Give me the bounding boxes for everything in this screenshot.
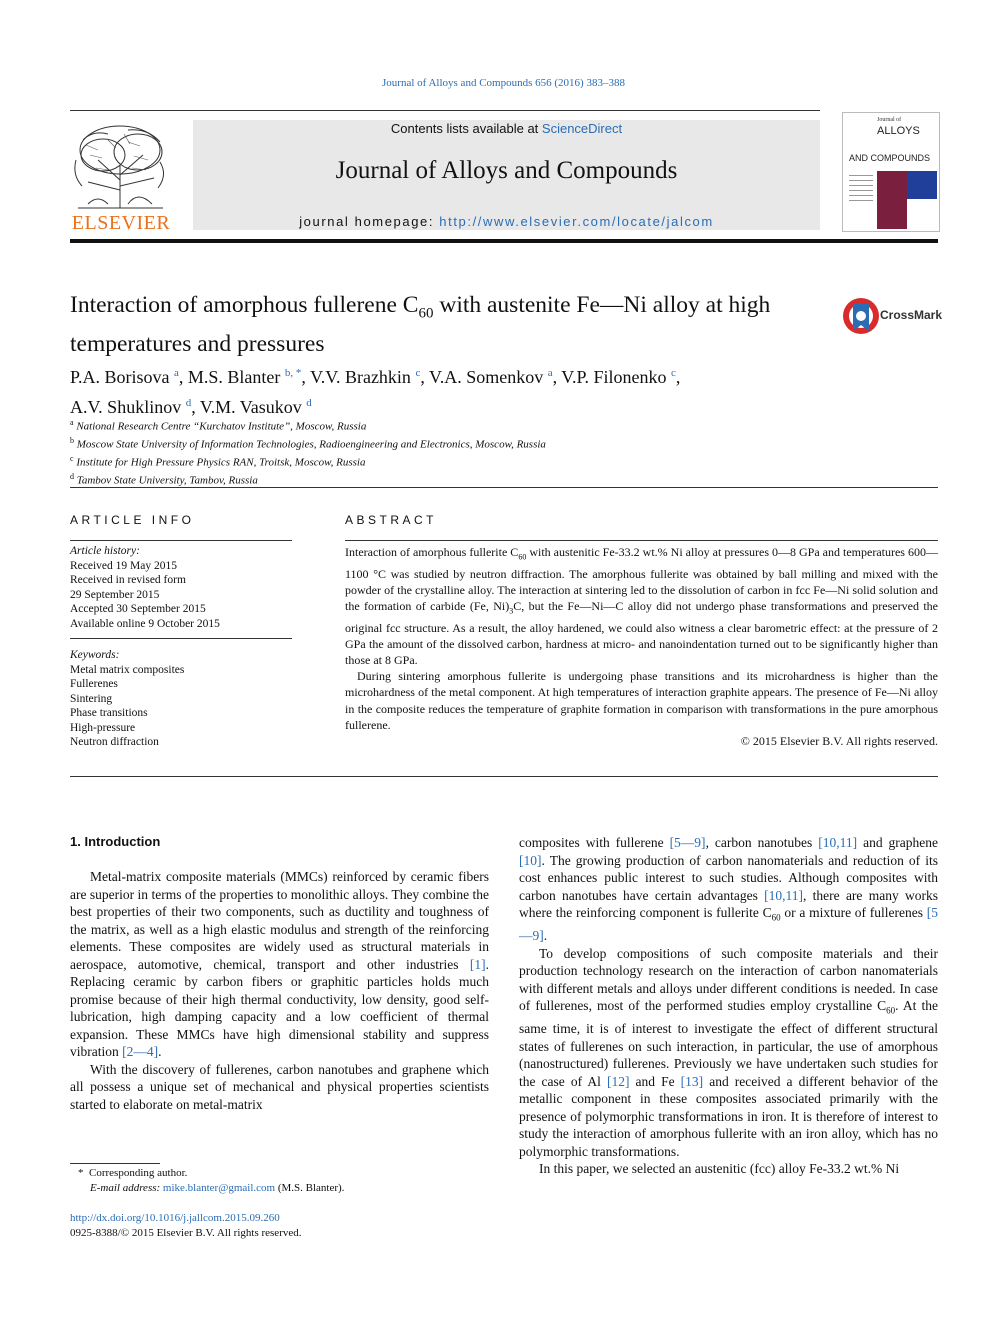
affiliation-d: $^d$ Tambov State University, Tambov, Russia — [70, 472, 258, 488]
keywords-rule — [70, 638, 292, 639]
keywords-label: Keywords: — [70, 649, 120, 661]
intro-paragraph-5: In this paper, we selected an austenitic (fcc) alloy Fe-33.2 wt.% Ni — [539, 1161, 900, 1177]
citation-link[interactable]: [1] — [469, 956, 486, 972]
contents-line — [193, 121, 820, 136]
citation-link[interactable]: [10,11] — [818, 835, 858, 850]
cover-journal-of: Journal of — [877, 117, 902, 123]
abstract-paragraph-2: During sintering amorphous fullerite is undergoing phase transitions and its microhardness is higher than the microhardness of the metal component. At high temperatures of interaction graphite appears. The presence of Fe—Ni alloy in the composite reduces the temperature of graphite formation in comparison with transformations in the pure amorphous fullerene. — [345, 669, 938, 732]
citation-link[interactable]: [10] — [519, 852, 542, 868]
history-revised: Received in revised form — [70, 574, 186, 586]
history-online: Available online 9 October 2015 — [70, 617, 220, 630]
header-rule — [70, 110, 820, 111]
intro-paragraph-4: To develop compositions of such composite materials and their production technology research on the interaction of carbon nanomaterials with different metals and alloys under different conditions is needed. In case of fullerenes, most of the performed studies employ crystalline $C_{60}$. At the same time, it is of interest to investigate the effect of different structural states of fullerenes on such interaction, in particular, the use of amorphous (nanostructured) fullerenes. Previously we have undertaken such studies for the case of Al [12] and Fe [13] and received a different behavior of the metallic component in these composites associated primarily with the presence of polymorphic transformations in iron. It is therefore of interest to study the interaction of amorphous fullerite with an iron alloy, which has no polymorphic transformations. — [519, 945, 938, 1159]
corresponding-author-note — [78, 1166, 498, 1196]
citation-link[interactable]: [2—4] — [122, 1044, 159, 1059]
author-7[interactable]: V.M. Vasukov $^d$ — [199, 397, 312, 417]
title-subscript: 60 — [418, 305, 434, 322]
cover-alloys: ALLOYS — [877, 125, 920, 137]
email-label: E-mail address: — [90, 1182, 163, 1194]
crossmark-label: CrossMark — [880, 308, 943, 322]
journal-title: Journal of Alloys and Compounds — [335, 157, 678, 184]
homepage-prefix: journal homepage: — [299, 214, 440, 229]
keyword-item: High-pressure — [70, 721, 136, 734]
introduction-heading: 1. Introduction — [70, 834, 161, 849]
article-title — [70, 290, 830, 359]
title-part-1: Interaction of amorphous fullerene C — [70, 292, 419, 318]
intro-paragraph-3: composites with fullerene [5—9], carbon nanotubes [10,11] and graphene [10]. The growing production of carbon nanomaterials and reduction of its cost enhances public interest to such studies. Although composites with carbon nanotubes have certain advantages [10,11], there are many works where the reinforcing component is fullerite $C_{60}$ or a mixture of fullerenes [5—9]. — [519, 835, 939, 944]
keyword-item: Sintering — [70, 692, 113, 705]
author-6[interactable]: A.V. Shuklinov $^d$ — [70, 397, 192, 417]
abstract-paragraph-1: Interaction of amorphous fullerite $C_{60}$ with austenitic Fe-33.2 wt.% Ni alloy at pressures 0—8 GPa and temperatures 600—1100 °C was studied by neutron diffraction. The amorphous fullerite was obtained by ball milling and mixed with the powder of the crystalline alloy. The interaction at sintering led to the dissolution of carbon in fcc Fe—Ni solid solution and the formation of carbide (Fe, $Ni)_3C$, but the Fe—Ni—C alloy did not undergo phase transformations and preserved the original fcc structure. As a result, the alloy hardened, we could also witness a clear barometric effect: at the pressure of 2 GPa the amount of the dissolved carbon, hardness at micro- and nanoindentation turned out to be significantly higher than those at 8 GPa. — [345, 545, 938, 667]
keywords — [70, 648, 292, 750]
author-3[interactable]: V.V. Brazhkin $^c$ — [310, 367, 421, 387]
crossmark-badge[interactable] — [842, 297, 943, 337]
abstract-copyright: © 2015 Elsevier B.V. All rights reserved. — [740, 734, 938, 749]
keyword-item: Metal matrix composites — [70, 663, 185, 676]
abstract-bottom-rule — [70, 776, 938, 777]
issn-copyright: 0925-8388/© 2015 Elsevier B.V. All rights reserved. — [70, 1227, 302, 1239]
affiliation-b: $^b$ Moscow State University of Information Technologies, Radioengineering and Electronics, Moscow, Russia — [70, 436, 546, 451]
history-received: Received 19 May 2015 — [70, 559, 177, 572]
author-2[interactable]: M.S. Blanter $^{b, *}$ — [187, 367, 302, 387]
intro-right-column — [519, 834, 938, 1178]
cover-block-maroon-lower — [877, 199, 907, 229]
author-4[interactable]: V.A. Somenkov $^a$ — [429, 367, 553, 387]
journal-homepage — [193, 214, 820, 229]
doi-block — [70, 1211, 490, 1241]
author-5[interactable]: V.P. Filonenko $^c$ — [561, 367, 676, 387]
cover-text-lines — [849, 171, 873, 226]
citation-link[interactable]: [12] — [606, 1073, 630, 1089]
abstract-rule — [345, 540, 938, 541]
crossmark-icon — [842, 297, 880, 335]
header-thick-rule — [70, 239, 938, 243]
divider-rule — [70, 487, 938, 488]
intro-paragraph-2: With the discovery of fullerenes, carbon nanotubes and graphene which all possess a unique set of mechanical and physical properties scientists started to elaborate on metal-matrix — [70, 1061, 489, 1112]
cover-block-blue — [907, 171, 937, 199]
abstract-body — [345, 544, 938, 749]
citation-link[interactable]: [13] — [680, 1073, 704, 1089]
title-part-2: with austenite Fe—Ni alloy at high temperatures and pressures — [70, 292, 771, 357]
author-1[interactable]: P.A. Borisova $^a$ — [70, 367, 179, 387]
article-info-rule — [70, 540, 292, 541]
intro-left-column — [70, 868, 489, 1113]
article-info-heading: ARTICLE INFO — [70, 513, 195, 527]
elsevier-wordmark: ELSEVIER — [71, 212, 171, 234]
citation-link[interactable]: [5—9] — [519, 905, 938, 944]
journal-cover-thumbnail[interactable] — [842, 112, 940, 232]
citation-link[interactable]: [5—9] — [669, 835, 706, 850]
cover-block-maroon — [877, 171, 907, 199]
history-label: Article history: — [70, 545, 140, 557]
affiliation-list — [70, 416, 890, 489]
history-accepted: Accepted 30 September 2015 — [70, 603, 206, 615]
corresponding-label: Corresponding author. — [89, 1167, 188, 1179]
citation-link[interactable]: [10,11] — [764, 887, 803, 903]
footnote-star: * — [78, 1167, 84, 1179]
journal-reference[interactable]: Journal of Alloys and Compounds 656 (2016) 383–388 — [382, 77, 625, 89]
contents-prefix: Contents lists available at — [390, 121, 542, 136]
author-list: P.A. Borisova $^a$, M.S. Blanter $^{b, *}$, V.V. Brazhkin $^c$, V.A. Somenkov $^a$, V.P. Filonenko $^c$, A.V. Shuklinov $^d$, V.M. Vasukov $^d$ — [70, 367, 681, 417]
doi-link[interactable]: http://dx.doi.org/10.1016/j.jallcom.2015.09.260 — [70, 1212, 280, 1224]
sciencedirect-link[interactable]: ScienceDirect — [541, 121, 623, 136]
intro-paragraph-1: Metal-matrix composite materials (MMCs) reinforced by ceramic fibers are superior in terms of the properties to monolithic alloys. They combine the best properties of their two components, such as ductility and toughness of the matrix, as well as a high elastic modulus and strength of the reinforcing elements. These composites are widely used as structural materials in aerospace, automotive, chemical, transport and other industries [1]. Replacing ceramic by carbon fibers or graphitic particles holds much promise because of their high thermal conductivity, low density, good self-lubrication, high damping capacity and a low coefficient of thermal expansion. These MMCs have high dimensional stability and suppress vibration [2—4]. — [70, 869, 489, 1059]
keyword-item: Fullerenes — [70, 678, 118, 690]
affiliation-c: $^c$ Institute for High Pressure Physics RAN, Troitsk, Moscow, Russia — [70, 454, 366, 469]
abstract-heading: ABSTRACT — [345, 513, 438, 527]
homepage-link[interactable]: http://www.elsevier.com/locate/jalcom — [439, 214, 714, 229]
footnote-rule — [70, 1163, 160, 1164]
article-history — [70, 544, 292, 631]
keyword-item: Phase transitions — [70, 707, 148, 719]
cover-and-compounds: AND COMPOUNDS — [849, 153, 931, 163]
keyword-item: Neutron diffraction — [70, 736, 159, 748]
history-revised-date: 29 September 2015 — [70, 588, 160, 601]
email-suffix: (M.S. Blanter). — [275, 1182, 345, 1194]
affiliation-a: $^a$ National Research Centre “Kurchatov Institute”, Moscow, Russia — [70, 418, 367, 433]
email-link[interactable]: mike.blanter@gmail.com — [162, 1182, 276, 1194]
